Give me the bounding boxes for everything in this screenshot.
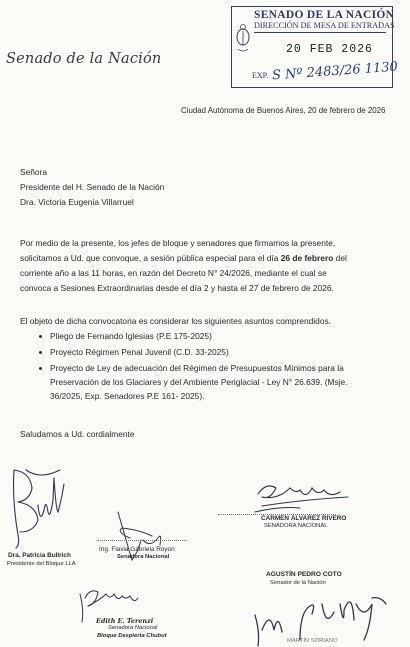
- bullet-dot: [39, 335, 42, 338]
- signatory-bullrich-name: Dra. Patricia Bullrich: [8, 552, 71, 559]
- signatory-alvarez-role: SENADORA NACIONAL: [264, 523, 328, 529]
- addressee-name: Dra. Victoria Eugenia Villarruel: [20, 197, 134, 207]
- signatory-coto-role: Senador de la Nación: [270, 580, 326, 586]
- national-seal-icon: [235, 15, 251, 79]
- bullet-dot: [39, 351, 42, 354]
- reception-stamp: [231, 6, 399, 88]
- addressee-salutation: Señora: [20, 167, 48, 177]
- signatory-coto-name: AGUSTÍN PEDRO COTO: [266, 571, 342, 578]
- closing: Saludamos a Ud. cordialmente: [20, 429, 135, 439]
- session-date: 26 de febrero: [280, 253, 334, 263]
- item-3-line3: 36/2025, Exp. Senadores P.E 161- 2025).: [50, 391, 205, 401]
- signatory-alvarez-name: CARMEN ÁLVAREZ RIVERO: [261, 515, 347, 522]
- signatory-royon-name: Ing. Flavia Gabriela Royon: [99, 546, 175, 553]
- addressee-title: Presidente del H. Senado de la Nación: [20, 182, 165, 192]
- stamp-exp-number: S Nº 2483/26 1130: [271, 59, 399, 84]
- paragraph2: El objeto de dicha convocatoria es considerar los siguientes asuntos comprendidos.: [20, 316, 331, 326]
- paragraph1-line2: [20, 253, 347, 264]
- signatory-terenzi-block: Bloque Despierta Chubut: [97, 633, 167, 639]
- signatory-terenzi-role: Senadora Nacional: [108, 625, 158, 631]
- item-3-line2: Preservación de los Glaciares y del Ambiente Periglacial - Ley N° 26.639. (Msje.: [50, 377, 348, 387]
- item-1: Pliego de Fernando Iglesias (P.E 175-2025): [50, 331, 212, 341]
- paragraph1-line2-text: solicitamos a Ud. que convoque, a sesión pública especial para el día: [20, 253, 281, 263]
- letterhead: Senado de la Nación: [6, 51, 162, 67]
- signatory-terenzi-name: Edith E. Terenzi: [96, 617, 154, 625]
- signatory-royon-role: Senadora Nacional: [117, 554, 170, 560]
- stamp-divider: [254, 32, 386, 33]
- stamp-subtitle: DIRECCIÓN DE MESA DE ENTRADAS: [254, 21, 395, 30]
- stamp-title: SENADO DE LA NACIÓN: [254, 9, 395, 21]
- signature-alvarez: [255, 486, 348, 512]
- place-date: Ciudad Autónoma de Buenos Aires, 20 de febrero de 2026: [181, 106, 386, 115]
- stamp-date: 20 FEB 2026: [286, 43, 373, 56]
- signatory-bottom-right-name: MARTÍN SORIANO: [287, 638, 338, 644]
- bullet-dot: [39, 367, 42, 370]
- stamp-exp-label: EXP.: [252, 71, 269, 80]
- paragraph1-line1: Por medio de la presente, los jefes de bloque y senadores que firmamos la presente,: [20, 238, 336, 248]
- item-2: Proyecto Régimen Penal Juvenil (C.D. 33-2025): [50, 347, 229, 357]
- paragraph1-line2-end: del: [333, 253, 347, 263]
- item-3-line1: Proyecto de Ley de adecuación del Régimen de Presupuestos Mínimos para la: [50, 363, 344, 373]
- paragraph1-line4: convoca a Sesiones Extraordinarias desde el día 2 y hasta el 27 de febrero de 2026.: [20, 283, 334, 293]
- signature-bullrich: [14, 470, 65, 548]
- paragraph1-line3: corriente año a las 11 horas, en razón del Decreto N° 24/2026, mediante el cual se: [20, 268, 327, 278]
- signature-line: [97, 540, 187, 541]
- signatory-bullrich-role: Presidente del Bloque LLA: [7, 561, 76, 567]
